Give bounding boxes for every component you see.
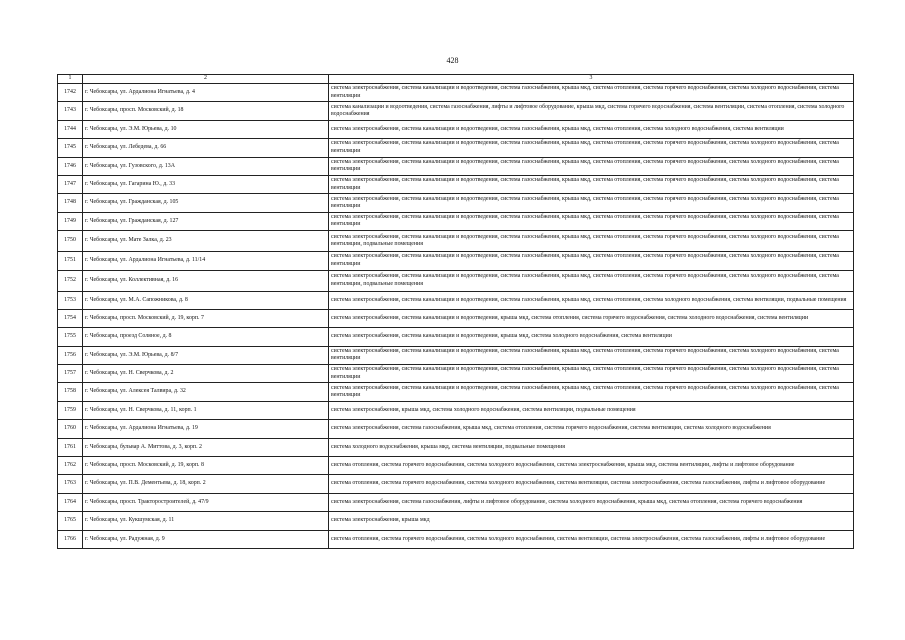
address-cell: г. Чебоксары, ул. Гузовского, д. 13А xyxy=(83,157,329,175)
row-number-cell: 1744 xyxy=(58,120,83,138)
table-row xyxy=(58,270,854,291)
address-cell: г. Чебоксары, просп. Московский, д. 19, корп. 8 xyxy=(83,457,329,475)
row-number-cell: 1747 xyxy=(58,175,83,193)
systems-cell: система холодного водоснабжения, крыша мкд, система вентиляции, подвальные помещения xyxy=(329,438,854,456)
table-row xyxy=(58,102,854,120)
table-row xyxy=(58,457,854,475)
table-row xyxy=(58,383,854,401)
table-row xyxy=(58,346,854,364)
address-cell: г. Чебоксары, ул. Радужная, д. 9 xyxy=(83,530,329,548)
systems-cell: система электроснабжения, система канализации и водоотведения, система газоснабжения, крыша мкд, система отопления, система горячего водоснабжения, система холодного водоснабжения, система вентиляции xyxy=(329,252,854,270)
table-row xyxy=(58,475,854,493)
address-cell: г. Чебоксары, ул. Коллективная, д. 16 xyxy=(83,270,329,291)
systems-cell: система электроснабжения, система канализации и водоотведения, система газоснабжения, крыша мкд, система отопления, система горячего водоснабжения, система холодного водоснабжения, система вентиляции xyxy=(329,212,854,230)
systems-cell: система отопления, система горячего водоснабжения, система холодного водоснабжения, система электроснабжения, крыша мкд, система вентиляции, лифты и лифтовое оборудование xyxy=(329,457,854,475)
table-row xyxy=(58,194,854,212)
row-number-cell: 1762 xyxy=(58,457,83,475)
systems-cell: система электроснабжения, система канализации и водоотведения, система газоснабжения, крыша мкд, система отопления, система горячего водоснабжения, система холодного водоснабжения, система вентиляции xyxy=(329,383,854,401)
table-row xyxy=(58,365,854,383)
table-row xyxy=(58,328,854,346)
address-cell: г. Чебоксары, ул. Гагарина Ю., д. 33 xyxy=(83,175,329,193)
table-row xyxy=(58,120,854,138)
row-number-cell: 1748 xyxy=(58,194,83,212)
address-cell: г. Чебоксары, ул. Н. Сверчкова, д. 2 xyxy=(83,365,329,383)
table-row xyxy=(58,212,854,230)
systems-cell: система отопления, система горячего водоснабжения, система холодного водоснабжения, система вентиляции, система электроснабжения, система газоснабжения, лифты и лифтовое оборудование xyxy=(329,530,854,548)
row-number-cell: 1758 xyxy=(58,383,83,401)
table-row xyxy=(58,493,854,511)
systems-cell: система электроснабжения, система канализации и водоотведения, система газоснабжения, крыша мкд, система отопления, система горячего водоснабжения, система холодного водоснабжения, система вентиляции xyxy=(329,346,854,364)
systems-cell: система электроснабжения, крыша мкд, система холодного водоснабжения, система вентиляции, подвальные помещения xyxy=(329,401,854,419)
address-cell: г. Чебоксары, ул. П.В. Дементьева, д. 18, корп. 2 xyxy=(83,475,329,493)
systems-cell: система электроснабжения, система канализации и водоотведения, система газоснабжения, крыша мкд, система отопления, система горячего водоснабжения, система холодного водоснабжения, система вентиляции, подвальные помещения xyxy=(329,231,854,252)
address-cell: г. Чебоксары, просп. Тракторостроителей, д. 47/9 xyxy=(83,493,329,511)
address-cell: г. Чебоксары, ул. Лебедева, д. 66 xyxy=(83,139,329,157)
row-number-cell: 1764 xyxy=(58,493,83,511)
systems-cell: система электроснабжения, система канализации и водоотведения, система газоснабжения, крыша мкд, система отопления, система горячего водоснабжения, система холодного водоснабжения, система вентиляции xyxy=(329,139,854,157)
row-number-cell: 1759 xyxy=(58,401,83,419)
address-cell: г. Чебоксары, ул. Ардалиона Игнатьева, д. 11/14 xyxy=(83,252,329,270)
systems-cell: система электроснабжения, система канализации и водоотведения, система газоснабжения, крыша мкд, система отопления, система холодного водоснабжения, система вентиляции xyxy=(329,120,854,138)
address-cell: г. Чебоксары, бульвар А. Миттова, д. 3, корп. 2 xyxy=(83,438,329,456)
column-header-systems: 3 xyxy=(329,75,854,84)
address-cell: г. Чебоксары, ул. Кукшумская, д. 11 xyxy=(83,512,329,530)
row-number-cell: 1746 xyxy=(58,157,83,175)
row-number-cell: 1760 xyxy=(58,420,83,438)
systems-cell: система электроснабжения, крыша мкд xyxy=(329,512,854,530)
row-number-cell: 1751 xyxy=(58,252,83,270)
systems-cell: система электроснабжения, система канализации и водоотведения, система газоснабжения, крыша мкд, система отопления, система горячего водоснабжения, система холодного водоснабжения, система вентиляции xyxy=(329,194,854,212)
table-row xyxy=(58,175,854,193)
table-row xyxy=(58,530,854,548)
row-number-cell: 1752 xyxy=(58,270,83,291)
address-cell: г. Чебоксары, проезд Соляное, д. 8 xyxy=(83,328,329,346)
systems-cell: система электроснабжения, система канализации и водоотведения, система газоснабжения, крыша мкд, система отопления, система горячего водоснабжения, система холодного водоснабжения, система вентиляции xyxy=(329,365,854,383)
row-number-cell: 1761 xyxy=(58,438,83,456)
row-number-cell: 1742 xyxy=(58,84,83,102)
address-cell: г. Чебоксары, ул. Гражданская, д. 105 xyxy=(83,194,329,212)
address-cell: г. Чебоксары, ул. Э.М. Юрьева, д. 8/7 xyxy=(83,346,329,364)
table-row xyxy=(58,231,854,252)
row-number-cell: 1753 xyxy=(58,291,83,309)
systems-cell: система электроснабжения, система канализации и водоотведения, система газоснабжения, крыша мкд, система отопления, система горячего водоснабжения, система холодного водоснабжения, система вентиляции, подвальные помещения xyxy=(329,270,854,291)
systems-cell: система отопления, система горячего водоснабжения, система холодного водоснабжения, система вентиляции, система электроснабжения, система газоснабжения, лифты и лифтовое оборудование xyxy=(329,475,854,493)
systems-cell: система электроснабжения, система канализации и водоотведения, система газоснабжения, крыша мкд, система отопления, система холодного водоснабжения, система вентиляции, подвальные помещения xyxy=(329,291,854,309)
address-cell: г. Чебоксары, ул. М.А. Сапожникова, д. 8 xyxy=(83,291,329,309)
row-number-cell: 1763 xyxy=(58,475,83,493)
systems-cell: система электроснабжения, система канализации и водоотведения, система газоснабжения, крыша мкд, система отопления, система горячего водоснабжения, система холодного водоснабжения, система вентиляции xyxy=(329,175,854,193)
table-row xyxy=(58,309,854,327)
header-row xyxy=(58,75,854,84)
systems-cell: система электроснабжения, система канализации и водоотведения, система газоснабжения, крыша мкд, система отопления, система горячего водоснабжения, система холодного водоснабжения, система вентиляции xyxy=(329,84,854,102)
table-row xyxy=(58,139,854,157)
row-number-cell: 1745 xyxy=(58,139,83,157)
column-header-number: 1 xyxy=(58,75,83,84)
address-cell: г. Чебоксары, ул. Ардалиона Игнатьева, д. 19 xyxy=(83,420,329,438)
registry-table xyxy=(57,74,854,549)
row-number-cell: 1755 xyxy=(58,328,83,346)
systems-cell: система электроснабжения, система газоснабжения, крыша мкд, система отопления, система горячего водоснабжения, система вентиляции, система холодного водоснабжения xyxy=(329,420,854,438)
systems-cell: система электроснабжения, система газоснабжения, лифты и лифтовое оборудование, система холодного водоснабжения, крыша мкд, система отопления, система горячего водоснабжения xyxy=(329,493,854,511)
systems-cell: система электроснабжения, система канализации и водоотведения, крыша мкд, система отопления, система горячего водоснабжения, система холодного водоснабжения, система вентиляции xyxy=(329,309,854,327)
column-header-address: 2 xyxy=(83,75,329,84)
address-cell: г. Чебоксары, ул. Мате Залка, д. 23 xyxy=(83,231,329,252)
table-row xyxy=(58,291,854,309)
address-cell: г. Чебоксары, ул. Н. Сверчкова, д. 11, корп. 1 xyxy=(83,401,329,419)
address-cell: г. Чебоксары, ул. Алексея Талвира, д. 32 xyxy=(83,383,329,401)
address-cell: г. Чебоксары, ул. Э.М. Юрьева, д. 10 xyxy=(83,120,329,138)
table-row xyxy=(58,84,854,102)
row-number-cell: 1743 xyxy=(58,102,83,120)
address-cell: г. Чебоксары, просп. Московский, д. 18 xyxy=(83,102,329,120)
row-number-cell: 1749 xyxy=(58,212,83,230)
row-number-cell: 1750 xyxy=(58,231,83,252)
table-row xyxy=(58,252,854,270)
row-number-cell: 1756 xyxy=(58,346,83,364)
table-row xyxy=(58,512,854,530)
table-row xyxy=(58,438,854,456)
page-number: 428 xyxy=(446,56,459,65)
table-row xyxy=(58,420,854,438)
systems-cell: система канализации и водоотведения, система газоснабжения, лифты и лифтовое оборудование, крыша мкд, система горячего водоснабжения, система вентиляции, система отопления, система холодного водоснабжения xyxy=(329,102,854,120)
systems-cell: система электроснабжения, система канализации и водоотведения, крыша мкд, система холодного водоснабжения, система вентиляции xyxy=(329,328,854,346)
address-cell: г. Чебоксары, просп. Московский, д. 19, корп. 7 xyxy=(83,309,329,327)
row-number-cell: 1766 xyxy=(58,530,83,548)
systems-cell: система электроснабжения, система канализации и водоотведения, система газоснабжения, крыша мкд, система отопления, система горячего водоснабжения, система холодного водоснабжения, система вентиляции xyxy=(329,157,854,175)
row-number-cell: 1765 xyxy=(58,512,83,530)
row-number-cell: 1754 xyxy=(58,309,83,327)
row-number-cell: 1757 xyxy=(58,365,83,383)
table-body xyxy=(58,84,854,549)
address-cell: г. Чебоксары, ул. Гражданская, д. 127 xyxy=(83,212,329,230)
address-cell: г. Чебоксары, ул. Ардалиона Игнатьева, д. 4 xyxy=(83,84,329,102)
table-row xyxy=(58,157,854,175)
table-row xyxy=(58,401,854,419)
